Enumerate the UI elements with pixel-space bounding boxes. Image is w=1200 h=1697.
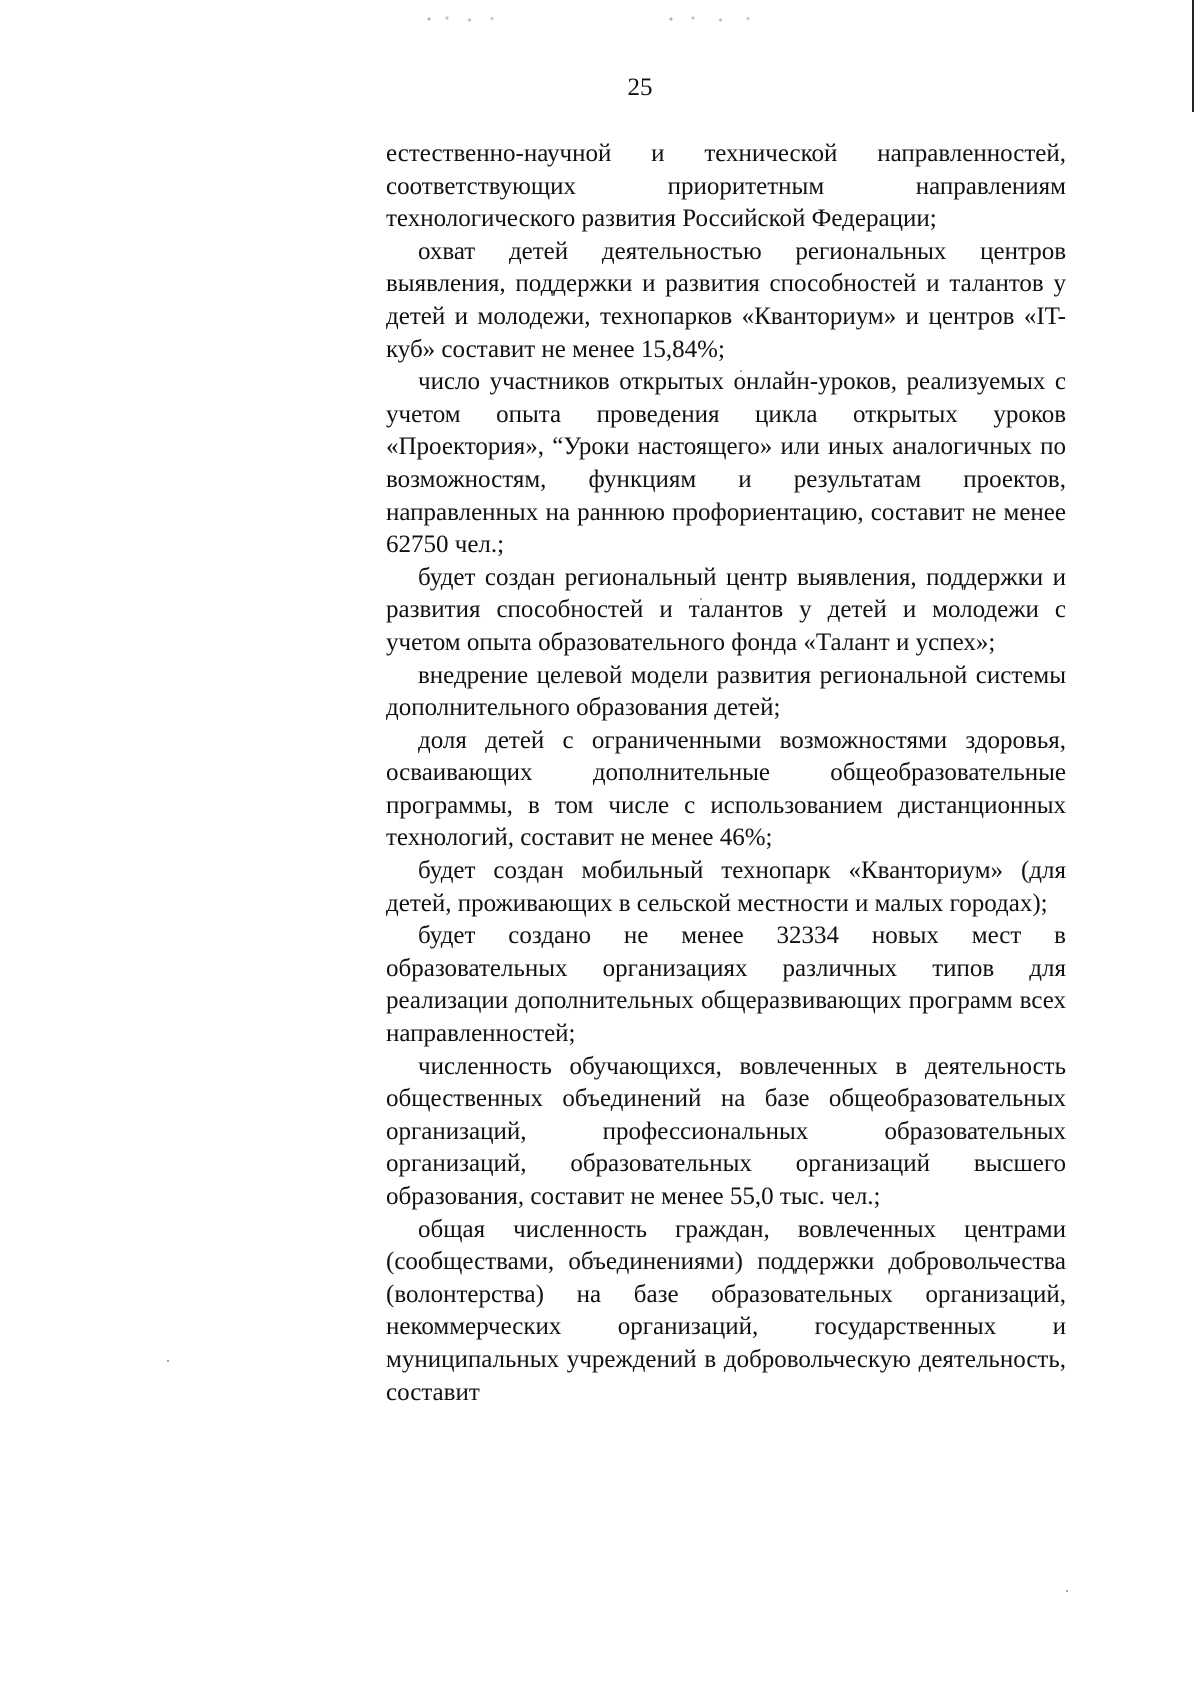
scan-speck xyxy=(1066,1590,1068,1592)
paragraph: будет создано не менее 32334 новых мест в образовательных организациях различных типов для реализации дополнительных общеразвивающих программ всех направленностей; xyxy=(386,922,1066,1048)
paragraph: охват детей деятельностью региональных центров выявления, поддержки и развития способностей и талантов у детей и молодежи, технопарков «Кванториум» и центров «IT-куб» составит не менее 15,84%; xyxy=(386,237,1066,363)
scan-artifact xyxy=(660,14,770,24)
paragraph: численность обучающихся, вовлеченных в деятельность общественных объединений на базе общеобразовательных организаций, профессиональных образовательных организаций, образовательных организаций высшего образования, составит не менее 55,0 тыс. чел.; xyxy=(386,1052,1066,1210)
paragraph: естественно-научной и технической направленностей, соответствующих приоритетным направлениям технологического развития Российской Федерации; xyxy=(386,140,1066,233)
paragraph: будет создан региональный центр выявления, поддержки и развития способностей и талантов у детей и молодежи с учетом опыта образовательного фонда «Талант и успех»; xyxy=(386,563,1066,656)
scan-speck xyxy=(167,1360,169,1362)
paragraph: будет создан мобильный технопарк «Кванториум» (для детей, проживающих в сельской местности и малых городах); xyxy=(386,857,1066,917)
document-body xyxy=(386,138,1066,1409)
page-number: 25 xyxy=(627,74,653,101)
paragraph: общая численность граждан, вовлеченных центрами (сообществами, объединениями) поддержки добровольчества (волонтерства) на базе образовательных организаций, некоммерческих организаций, государственных и муниципальных учреждений в добровольческую деятельность, составит xyxy=(386,1215,1066,1406)
paragraph: внедрение целевой модели развития региональной системы дополнительного образования детей; xyxy=(386,661,1066,722)
scan-artifact xyxy=(420,14,510,24)
paragraph: число участников открытых онлайн-уроков, реализуемых с учетом опыта проведения цикла открытых уроков «Проектория», “Уроки настоящего» или иных аналогичных по возможностям, функциям и результатам проектов, направленных на раннюю профориентацию, составит не менее 62750 чел.; xyxy=(386,368,1066,559)
paragraph: доля детей с ограниченными возможностями здоровья, осваивающих дополнительные общеобразовательные программы, в том числе с использованием дистанционных технологий, составит не менее 46%; xyxy=(386,726,1066,852)
